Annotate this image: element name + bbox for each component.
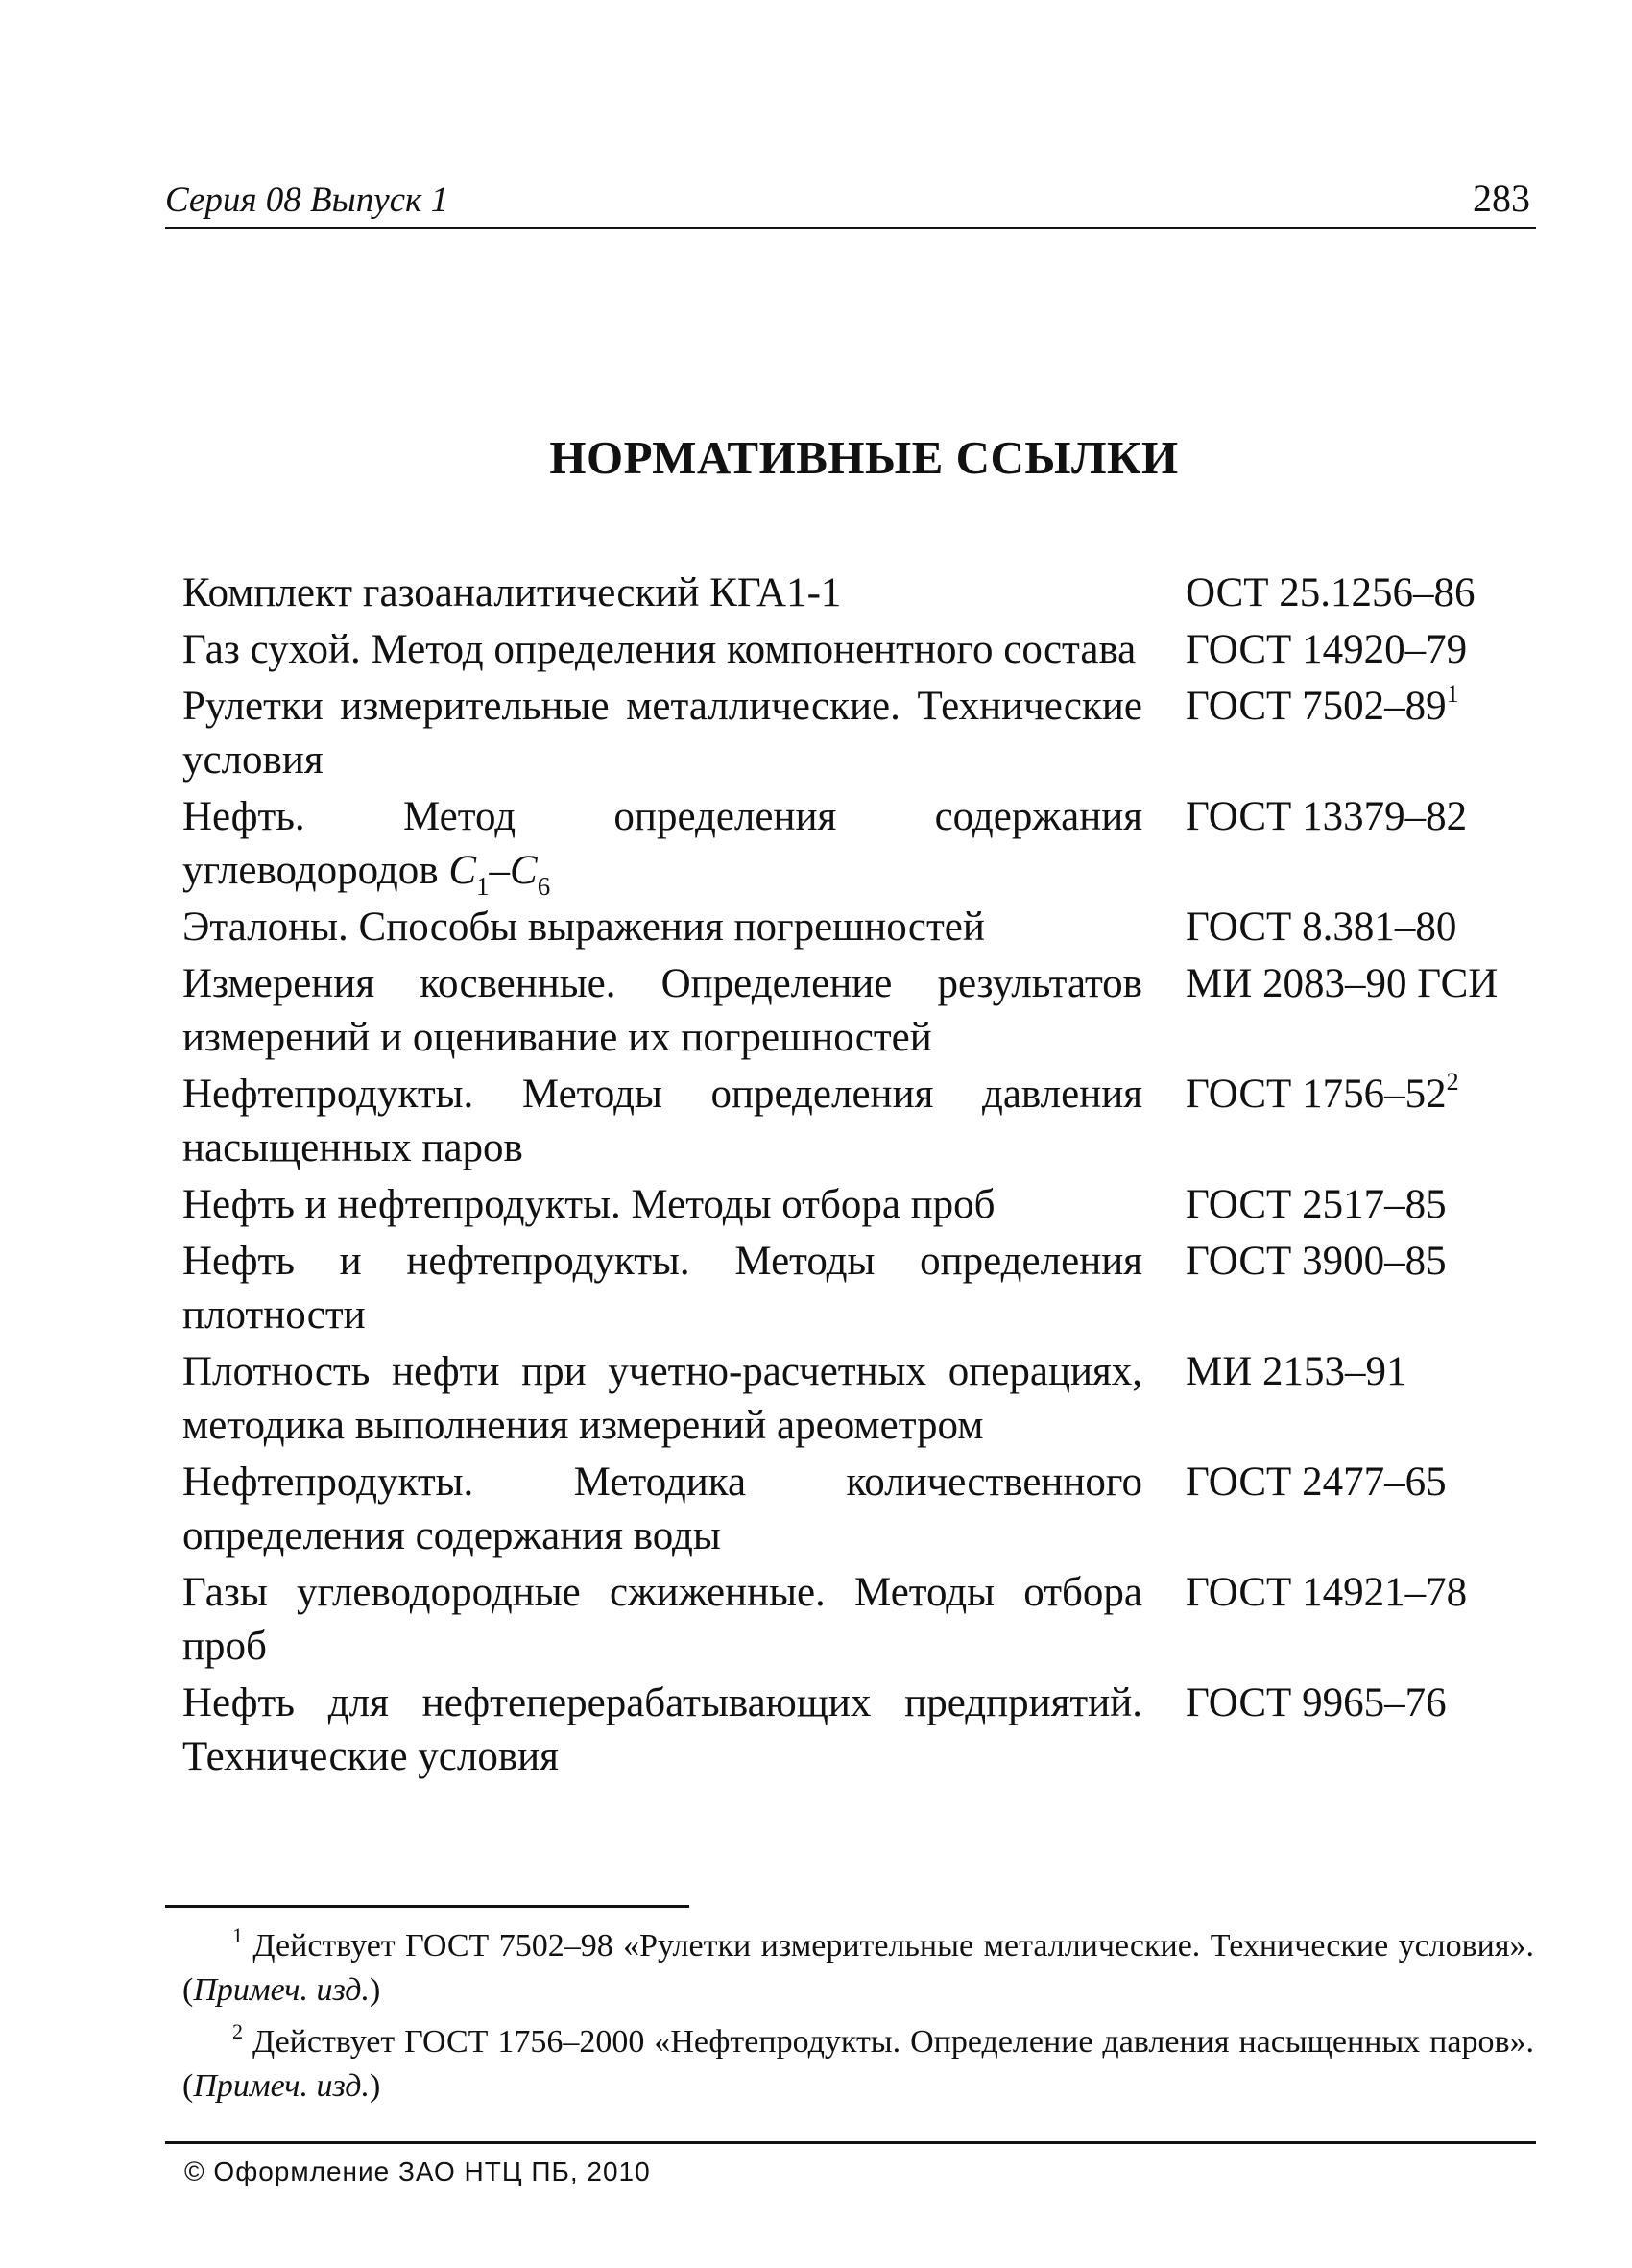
reference-code: МИ 2083–90 ГСИ xyxy=(1186,961,1499,1006)
formula-subscript: 6 xyxy=(537,872,551,901)
reference-code: ОСТ 25.1256–86 xyxy=(1186,570,1476,615)
footnote-marker: 1 xyxy=(1446,680,1459,708)
reference-code: ГОСТ 2517–85 xyxy=(1186,1182,1447,1227)
reference-code xyxy=(1186,680,1546,734)
footnotes xyxy=(182,1924,1534,2116)
references-list xyxy=(182,567,1546,1787)
reference-row xyxy=(182,901,1546,954)
footnote-divider xyxy=(165,1905,689,1908)
reference-title: Газы углеводородные сжиженные. Методы отбора проб xyxy=(182,1570,1142,1669)
running-header xyxy=(165,173,1536,229)
formula-variable: C xyxy=(448,848,477,893)
reference-row xyxy=(182,790,1546,901)
reference-title: Рулетки измерительные металлические. Технические условия xyxy=(182,684,1142,783)
reference-code: ГОСТ 2477–65 xyxy=(1186,1460,1447,1505)
reference-code: ГОСТ 14920–79 xyxy=(1186,627,1468,672)
reference-code: ГОСТ 13379–82 xyxy=(1186,794,1468,839)
footnote-2 xyxy=(182,2020,1534,2109)
reference-row xyxy=(182,1456,1546,1563)
reference-title: Комплект газоаналитический КГА1-1 xyxy=(182,570,842,615)
reference-row xyxy=(182,680,1546,787)
reference-title xyxy=(182,790,1142,901)
formula-subscript: 1 xyxy=(476,872,490,901)
reference-title: Нефть и нефтепродукты. Методы определения плотности xyxy=(182,1239,1142,1338)
reference-code-text: ГОСТ 1756–52 xyxy=(1186,1072,1447,1117)
footnote-text: Действует ГОСТ 1756–2000 «Нефтепродукты. Определение давления насыщенных паров». ( xyxy=(182,2024,1534,2104)
reference-title: Газ сухой. Метод определения компонентного состава xyxy=(182,627,1137,672)
reference-title: Измерения косвенные. Определение результатов измерений и оценивание их погрешностей xyxy=(182,961,1142,1060)
footnote-1 xyxy=(182,1924,1534,2013)
running-title: Серия 08 Выпуск 1 xyxy=(165,181,449,220)
footnote-mark: 2 xyxy=(232,2019,243,2043)
reference-row xyxy=(182,1677,1546,1784)
editor-note: Примеч. изд. xyxy=(193,2068,370,2104)
footnote-text: Действует ГОСТ 7502–98 «Рулетки измерительные металлические. Технические условия». ( xyxy=(182,1928,1535,2008)
reference-title: Эталоны. Способы выражения погрешностей xyxy=(182,905,985,950)
copyright-footer: © Оформление ЗАО НТЦ ПБ, 2010 xyxy=(184,2157,651,2186)
reference-row xyxy=(182,1068,1546,1175)
footnote-mark: 1 xyxy=(232,1923,243,1947)
footnote-marker: 2 xyxy=(1446,1068,1459,1096)
editor-note: Примеч. изд. xyxy=(193,1972,370,2008)
reference-row xyxy=(182,1566,1546,1674)
reference-row xyxy=(182,957,1546,1065)
reference-title-text: Нефть. Метод определения содержания углеводородов xyxy=(182,794,1142,893)
formula-dash: – xyxy=(489,848,511,893)
reference-title: Нефтепродукты. Методика количественного определения содержания воды xyxy=(182,1460,1142,1558)
footnote-close: ) xyxy=(369,1972,381,2008)
reference-title: Нефтепродукты. Методы определения давления насыщенных паров xyxy=(182,1072,1142,1170)
reference-code xyxy=(1186,1068,1546,1122)
reference-title: Нефть для нефтеперерабатывающих предприятий. Технические условия xyxy=(182,1680,1142,1779)
reference-code: МИ 2153–91 xyxy=(1186,1349,1407,1394)
reference-code: ГОСТ 3900–85 xyxy=(1186,1239,1447,1284)
footnote-close: ) xyxy=(369,2068,381,2104)
reference-code: ГОСТ 9965–76 xyxy=(1186,1680,1447,1725)
reference-code: ГОСТ 8.381–80 xyxy=(1186,905,1457,950)
page-number: 283 xyxy=(1473,177,1530,220)
reference-title: Нефть и нефтепродукты. Методы отбора проб xyxy=(182,1182,996,1227)
reference-row xyxy=(182,567,1546,620)
reference-row xyxy=(182,1345,1546,1453)
reference-title: Плотность нефти при учетно-расчетных операциях, методика выполнения измерений ареометром xyxy=(182,1349,1142,1448)
reference-row xyxy=(182,623,1546,677)
footer-divider xyxy=(165,2141,1536,2144)
reference-row xyxy=(182,1235,1546,1342)
reference-row xyxy=(182,1178,1546,1232)
formula-variable: C xyxy=(510,848,538,893)
reference-code-text: ГОСТ 7502–89 xyxy=(1186,684,1447,729)
reference-code: ГОСТ 14921–78 xyxy=(1186,1570,1468,1615)
section-title: НОРМАТИВНЫЕ ССЫЛКИ xyxy=(549,431,1179,484)
